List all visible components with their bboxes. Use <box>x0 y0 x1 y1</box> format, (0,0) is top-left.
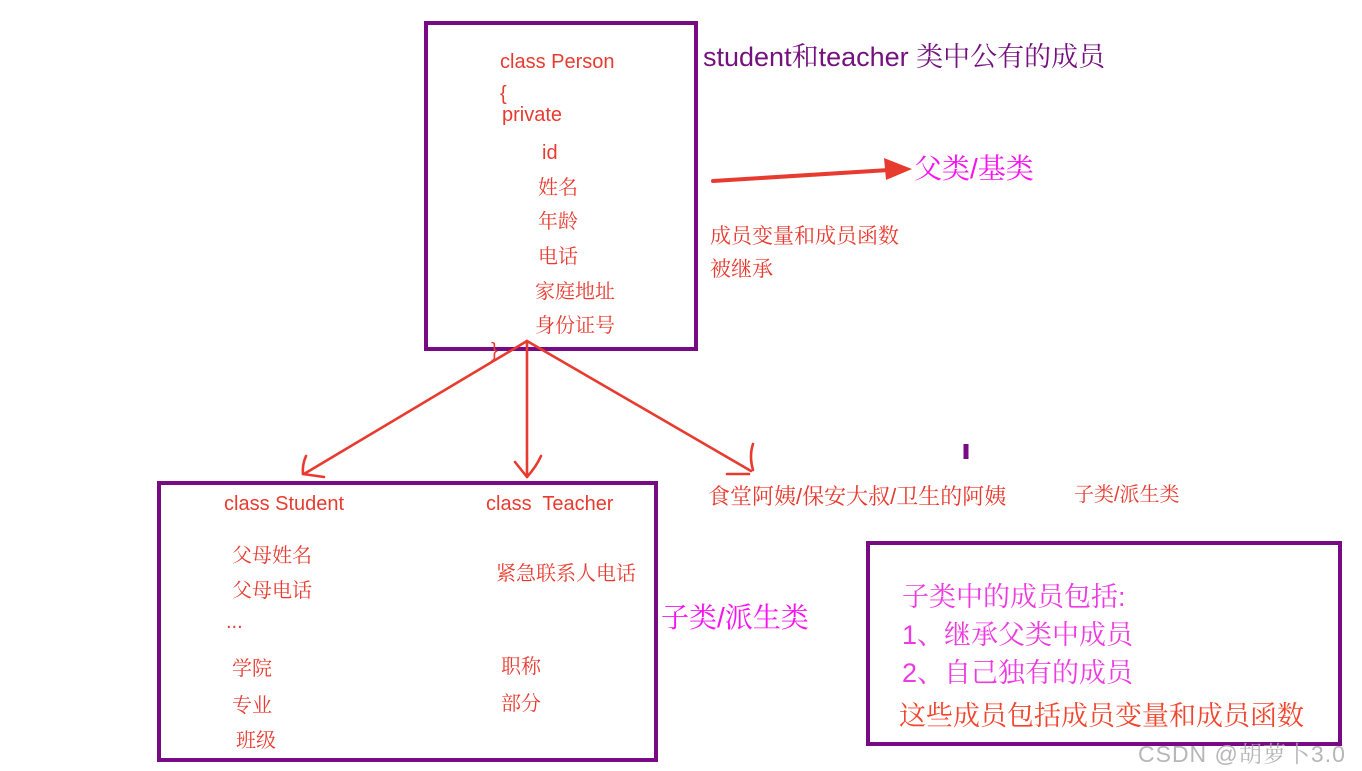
summary-note-red: 这些成员包括成员变量和成员函数 <box>899 701 1304 731</box>
teacher-class-title: class Teacher <box>486 493 614 515</box>
student-member-major: 专业 <box>232 695 272 717</box>
inherit-arrow-middle <box>515 341 541 477</box>
student-member-college: 学院 <box>232 658 272 680</box>
teacher-member-department: 部分 <box>501 693 541 715</box>
teacher-member-emergency-phone: 紧急联系人电话 <box>496 563 636 585</box>
person-member-id: id <box>542 142 558 164</box>
student-class-title: class Student <box>224 493 345 515</box>
inherit-arrow-right <box>527 341 753 474</box>
person-member-name: 姓名 <box>538 177 578 199</box>
student-teacher-class-box <box>157 481 658 762</box>
student-member-class: 班级 <box>236 730 276 752</box>
watermark: CSDN @胡萝卜3.0 <box>1138 741 1346 767</box>
header-note: student和teacher 类中公有的成员 <box>703 42 1106 72</box>
person-class-title: class Person <box>500 51 615 73</box>
person-brace-close: } <box>491 340 498 362</box>
teacher-member-title: 职称 <box>501 656 541 678</box>
other-children-note: 食堂阿姨/保安大叔/卫生的阿姨 <box>708 484 1007 509</box>
person-brace-open: { <box>500 83 507 105</box>
child-class-label-center: 子类/派生类 <box>661 602 809 633</box>
child-members-summary-box <box>866 541 1342 746</box>
student-member-ellipsis: ... <box>226 611 243 633</box>
student-member-parent-name: 父母姓名 <box>232 545 312 567</box>
student-member-parent-phone: 父母电话 <box>232 580 312 602</box>
parent-arrow <box>713 158 912 181</box>
member-note-line2: 被继承 <box>710 258 773 281</box>
person-member-phone: 电话 <box>538 246 578 268</box>
child-class-label-right: 子类/派生类 <box>1074 484 1180 506</box>
person-class-box <box>424 21 698 362</box>
member-note-line1: 成员变量和成员函数 <box>710 225 899 248</box>
summary-line-1: 子类中的成员包括: <box>902 582 1126 612</box>
summary-line-2: 1、继承父类中成员 <box>902 620 1134 650</box>
person-member-address: 家庭地址 <box>535 281 615 303</box>
person-member-age: 年龄 <box>538 211 578 233</box>
parent-class-label: 父类/基类 <box>914 153 1034 184</box>
person-member-idcard: 身份证号 <box>535 315 615 337</box>
person-access-specifier: private <box>502 104 563 126</box>
summary-line-3: 2、自己独有的成员 <box>902 658 1134 688</box>
